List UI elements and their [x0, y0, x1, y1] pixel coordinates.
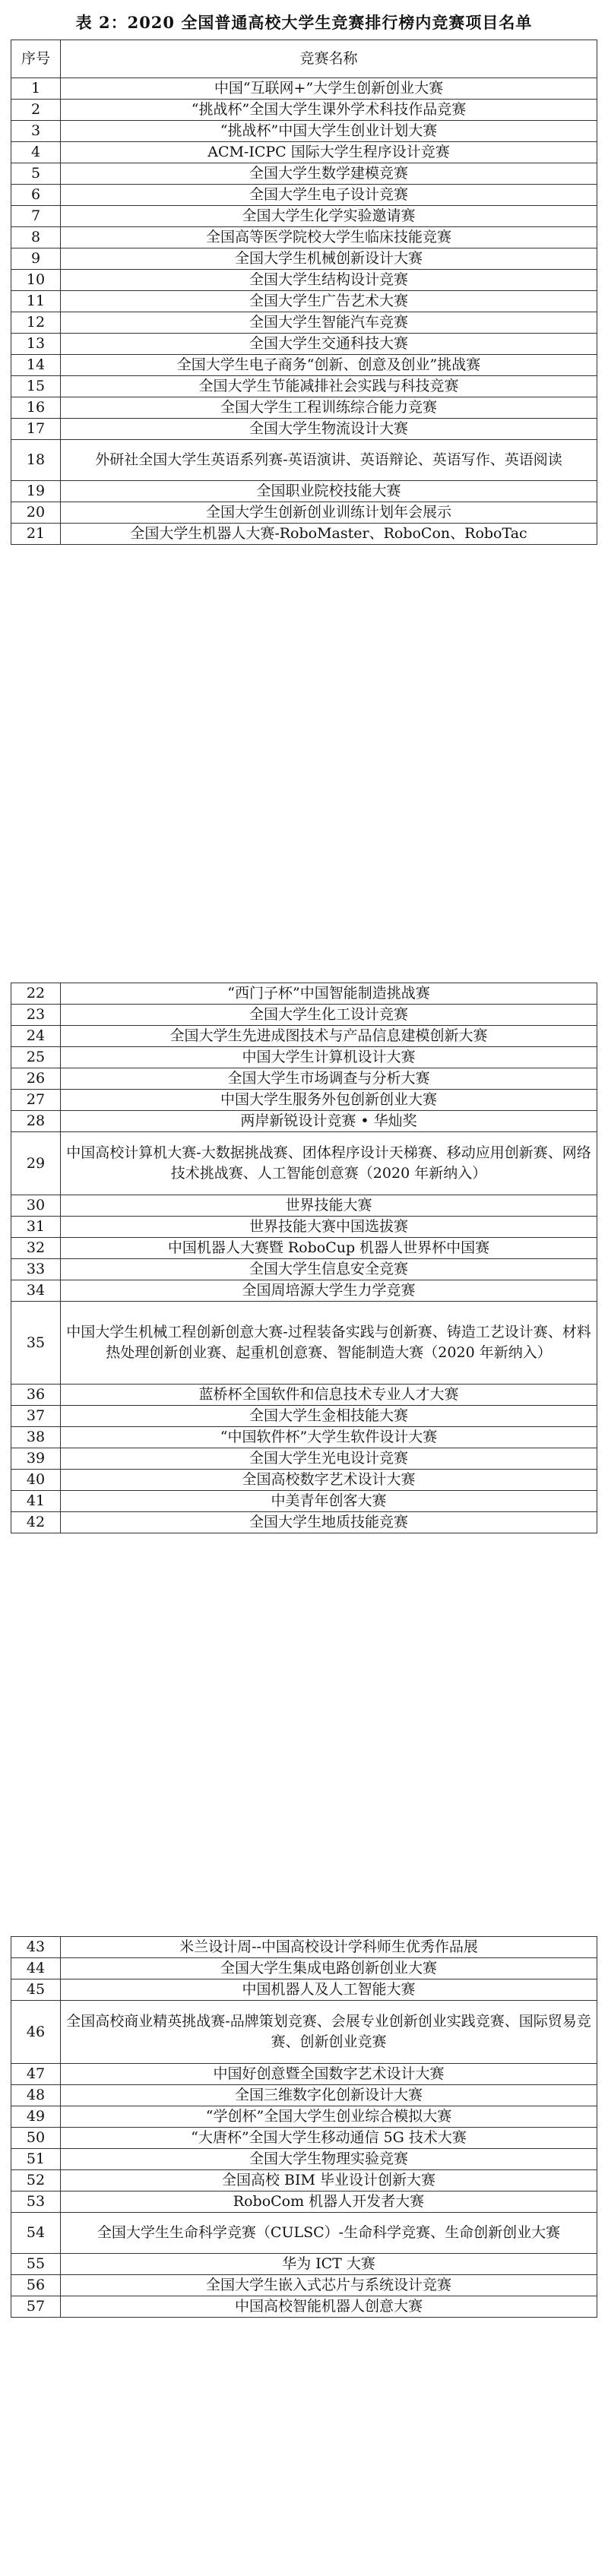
row-competition-name: 中国高校智能机器人创意大赛 [61, 2296, 597, 2318]
row-competition-name: 全国大学生智能汽车竞赛 [61, 312, 597, 334]
row-competition-name: 中国机器人及人工智能大赛 [61, 1979, 597, 2001]
row-competition-name: 全国大学生市场调查与分析大赛 [61, 1068, 597, 1090]
row-competition-name: “挑战杯”全国大学生课外学术科技作品竞赛 [61, 100, 597, 121]
table-row [11, 1090, 597, 1111]
row-competition-name: “挑战杯”中国大学生创业计划大赛 [61, 121, 597, 142]
table-row [11, 1958, 597, 1979]
row-number: 56 [11, 2275, 61, 2296]
table-row [11, 1385, 597, 1406]
row-number: 18 [11, 440, 61, 481]
row-competition-name: 中国好创意暨全国数字艺术设计大赛 [61, 2064, 597, 2085]
table-row [11, 206, 597, 227]
competition-table-part-1 [11, 40, 597, 545]
row-competition-name: 米兰设计周--中国高校设计学科师生优秀作品展 [61, 1937, 597, 1958]
table-row [11, 1005, 597, 1026]
row-number: 8 [11, 227, 61, 248]
row-competition-name: 全国大学生物流设计大赛 [61, 419, 597, 440]
row-competition-name: 全国高校商业精英挑战赛-品牌策划竞赛、会展专业创新创业实践竞赛、国际贸易竞赛、创新创业竞赛 [61, 2001, 597, 2064]
table-row [11, 1470, 597, 1491]
table-row [11, 2213, 597, 2254]
table-row [11, 1068, 597, 1090]
table-row [11, 1047, 597, 1068]
row-competition-name: 中国高校计算机大赛-大数据挑战赛、团体程序设计天梯赛、移动应用创新赛、网络技术挑战赛、人工智能创意赛（2020 年新纳入） [61, 1132, 597, 1195]
row-number: 21 [11, 524, 61, 545]
row-competition-name: RoboCom 机器人开发者大赛 [61, 2191, 597, 2213]
row-number: 2 [11, 100, 61, 121]
row-number: 26 [11, 1068, 61, 1090]
table-row [11, 1111, 597, 1132]
table-row [11, 1979, 597, 2001]
row-number: 5 [11, 163, 61, 185]
table-row [11, 78, 597, 100]
table-row [11, 1259, 597, 1280]
row-number: 50 [11, 2128, 61, 2149]
row-number: 32 [11, 1238, 61, 1259]
row-number: 37 [11, 1406, 61, 1427]
row-competition-name: 全国高等医学院校大学生临床技能竞赛 [61, 227, 597, 248]
row-number: 33 [11, 1259, 61, 1280]
row-competition-name: 世界技能大赛中国选拔赛 [61, 1217, 597, 1238]
table-row [11, 2170, 597, 2191]
row-number: 41 [11, 1491, 61, 1512]
row-competition-name: 全国职业院校技能大赛 [61, 481, 597, 502]
row-number: 51 [11, 2149, 61, 2170]
table-row [11, 2106, 597, 2128]
row-number: 45 [11, 1979, 61, 2001]
row-competition-name: 全国大学生交通科技大赛 [61, 334, 597, 355]
row-competition-name: 世界技能大赛 [61, 1195, 597, 1217]
row-number: 19 [11, 481, 61, 502]
row-number: 16 [11, 397, 61, 419]
table-row [11, 1491, 597, 1512]
row-number: 39 [11, 1448, 61, 1470]
row-number: 23 [11, 1005, 61, 1026]
row-competition-name: 全国大学生数学建模竞赛 [61, 163, 597, 185]
table-row [11, 419, 597, 440]
row-number: 4 [11, 142, 61, 163]
row-competition-name: 全国大学生电子商务“创新、创意及创业”挑战赛 [61, 355, 597, 376]
table-row [11, 121, 597, 142]
table-title: 表 2：2020 全国普通高校大学生竞赛排行榜内竞赛项目名单 [75, 13, 533, 32]
table-row [11, 2128, 597, 2149]
table-row [11, 1512, 597, 1533]
table-row [11, 440, 597, 481]
row-competition-name: 中国机器人大赛暨 RoboCup 机器人世界杯中国赛 [61, 1238, 597, 1259]
table-row [11, 524, 597, 545]
row-competition-name: 全国大学生机械创新设计大赛 [61, 248, 597, 270]
row-competition-name: 全国大学生光电设计竞赛 [61, 1448, 597, 1470]
table-row [11, 248, 597, 270]
row-number: 36 [11, 1385, 61, 1406]
row-competition-name: 中国“互联网+”大学生创新创业大赛 [61, 78, 597, 100]
row-competition-name: 全国大学生集成电路创新创业大赛 [61, 1958, 597, 1979]
row-competition-name: 全国大学生工程训练综合能力竞赛 [61, 397, 597, 419]
row-competition-name: 全国三维数字化创新设计大赛 [61, 2085, 597, 2106]
table-row [11, 2254, 597, 2275]
row-competition-name: 全国大学生机器人大赛-RoboMaster、RoboCon、RoboTac [61, 524, 597, 545]
row-competition-name: 全国高校 BIM 毕业设计创新大赛 [61, 2170, 597, 2191]
table-row [11, 1132, 597, 1195]
table-row [11, 185, 597, 206]
table-row [11, 1280, 597, 1302]
row-competition-name: “大唐杯”全国大学生移动通信 5G 技术大赛 [61, 2128, 597, 2149]
table-row [11, 355, 597, 376]
row-number: 24 [11, 1026, 61, 1047]
row-number: 34 [11, 1280, 61, 1302]
row-number: 52 [11, 2170, 61, 2191]
row-competition-name: 全国大学生先进成图技术与产品信息建模创新大赛 [61, 1026, 597, 1047]
row-competition-name: 中美青年创客大赛 [61, 1491, 597, 1512]
table-row [11, 1217, 597, 1238]
row-number: 55 [11, 2254, 61, 2275]
header-number: 序号 [11, 40, 61, 78]
row-competition-name: 中国大学生机械工程创新创意大赛-过程装备实践与创新赛、铸造工艺设计赛、材料热处理创新创业赛、起重机创意赛、智能制造大赛（2020 年新纳入） [61, 1302, 597, 1385]
row-number: 14 [11, 355, 61, 376]
row-number: 28 [11, 1111, 61, 1132]
row-competition-name: 全国大学生节能减排社会实践与科技竞赛 [61, 376, 597, 397]
row-number: 40 [11, 1470, 61, 1491]
row-competition-name: 中国大学生计算机设计大赛 [61, 1047, 597, 1068]
table-row [11, 142, 597, 163]
row-number: 25 [11, 1047, 61, 1068]
row-number: 27 [11, 1090, 61, 1111]
row-number: 15 [11, 376, 61, 397]
competition-table-part-3 [11, 1936, 597, 2318]
header-competition-name: 竞赛名称 [61, 40, 597, 78]
row-number: 35 [11, 1302, 61, 1385]
row-competition-name: 全国大学生地质技能竞赛 [61, 1512, 597, 1533]
table-row [11, 334, 597, 355]
row-competition-name: 全国大学生创新创业训练计划年会展示 [61, 502, 597, 524]
row-number: 30 [11, 1195, 61, 1217]
row-competition-name: 全国周培源大学生力学竞赛 [61, 1280, 597, 1302]
row-number: 48 [11, 2085, 61, 2106]
table-row [11, 2001, 597, 2064]
table-row [11, 163, 597, 185]
row-competition-name: 全国大学生嵌入式芯片与系统设计竞赛 [61, 2275, 597, 2296]
table-row [11, 397, 597, 419]
row-competition-name: 全国大学生电子设计竞赛 [61, 185, 597, 206]
row-number: 46 [11, 2001, 61, 2064]
table-row [11, 2085, 597, 2106]
row-number: 49 [11, 2106, 61, 2128]
row-competition-name: 华为 ICT 大赛 [61, 2254, 597, 2275]
row-competition-name: 全国大学生化工设计竞赛 [61, 1005, 597, 1026]
table-row [11, 1427, 597, 1448]
table-row [11, 2149, 597, 2170]
row-competition-name: “西门子杯”中国智能制造挑战赛 [61, 983, 597, 1005]
row-number: 11 [11, 291, 61, 312]
row-number: 20 [11, 502, 61, 524]
row-number: 57 [11, 2296, 61, 2318]
row-number: 7 [11, 206, 61, 227]
table-row [11, 2275, 597, 2296]
table-row [11, 1302, 597, 1385]
row-number: 44 [11, 1958, 61, 1979]
table-row [11, 100, 597, 121]
row-number: 47 [11, 2064, 61, 2085]
table-row [11, 1448, 597, 1470]
row-number: 17 [11, 419, 61, 440]
row-number: 13 [11, 334, 61, 355]
table-row [11, 481, 597, 502]
row-number: 43 [11, 1937, 61, 1958]
row-competition-name: 全国大学生金相技能大赛 [61, 1406, 597, 1427]
row-competition-name: 中国大学生服务外包创新创业大赛 [61, 1090, 597, 1111]
row-number: 31 [11, 1217, 61, 1238]
row-competition-name: “中国软件杯”大学生软件设计大赛 [61, 1427, 597, 1448]
row-number: 29 [11, 1132, 61, 1195]
table-row [11, 270, 597, 291]
row-competition-name: 全国大学生结构设计竞赛 [61, 270, 597, 291]
table-row [11, 1195, 597, 1217]
row-number: 22 [11, 983, 61, 1005]
row-number: 1 [11, 78, 61, 100]
row-number: 6 [11, 185, 61, 206]
row-competition-name: ACM-ICPC 国际大学生程序设计竞赛 [61, 142, 597, 163]
row-competition-name: 全国大学生化学实验邀请赛 [61, 206, 597, 227]
table-row [11, 502, 597, 524]
table-row [11, 2064, 597, 2085]
competition-table-part-2 [11, 983, 597, 1533]
table-row [11, 983, 597, 1005]
table-row [11, 2296, 597, 2318]
table-row [11, 312, 597, 334]
row-number: 54 [11, 2213, 61, 2254]
row-competition-name: 全国大学生广告艺术大赛 [61, 291, 597, 312]
table-header-row [11, 40, 597, 78]
table-row [11, 227, 597, 248]
table-row [11, 291, 597, 312]
row-number: 12 [11, 312, 61, 334]
row-competition-name: 两岸新锐设计竞赛 • 华灿奖 [61, 1111, 597, 1132]
row-competition-name: 外研社全国大学生英语系列赛-英语演讲、英语辩论、英语写作、英语阅读 [61, 440, 597, 481]
row-number: 42 [11, 1512, 61, 1533]
row-number: 38 [11, 1427, 61, 1448]
row-number: 10 [11, 270, 61, 291]
row-competition-name: 全国大学生信息安全竞赛 [61, 1259, 597, 1280]
row-number: 9 [11, 248, 61, 270]
row-competition-name: 蓝桥杯全国软件和信息技术专业人才大赛 [61, 1385, 597, 1406]
table-row [11, 376, 597, 397]
row-competition-name: 全国大学生生命科学竞赛（CULSC）-生命科学竞赛、生命创新创业大赛 [61, 2213, 597, 2254]
table-row [11, 1406, 597, 1427]
row-competition-name: 全国高校数字艺术设计大赛 [61, 1470, 597, 1491]
row-number: 53 [11, 2191, 61, 2213]
row-competition-name: 全国大学生物理实验竞赛 [61, 2149, 597, 2170]
table-row [11, 1238, 597, 1259]
row-number: 3 [11, 121, 61, 142]
table-row [11, 2191, 597, 2213]
row-competition-name: “学创杯”全国大学生创业综合模拟大赛 [61, 2106, 597, 2128]
table-row [11, 1937, 597, 1958]
table-row [11, 1026, 597, 1047]
